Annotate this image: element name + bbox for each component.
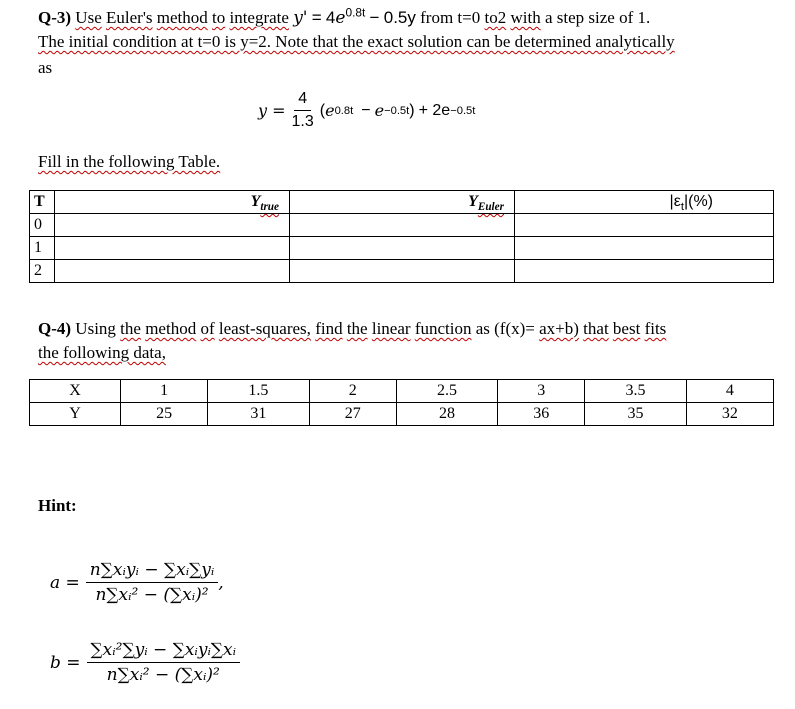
q4-x-cell: 3.5 [585, 380, 686, 403]
q3-word-to: to [212, 8, 226, 27]
hint-label: Hint: [38, 496, 77, 515]
q4-y-cell: 27 [309, 403, 396, 426]
q4-word: the [120, 319, 141, 338]
hint-a-lhs: a = [50, 572, 80, 593]
q3-yeuler-cell[interactable] [290, 214, 515, 237]
q3-word-eulers: Euler's [106, 8, 153, 27]
q4-word: fits [644, 319, 667, 338]
hint-b-den: n∑xᵢ² − (∑xᵢ)² [106, 665, 220, 685]
hint-b-num: ∑xᵢ²∑yᵢ − ∑xᵢyᵢ∑xᵢ [87, 640, 240, 663]
q3-fill-text: Fill in the following Table. [38, 152, 221, 171]
exact-e1: e [325, 101, 335, 120]
q4-y-cell: 35 [585, 403, 686, 426]
exact-fraction [288, 90, 318, 131]
exact-fraction-num: 4 [294, 90, 311, 111]
q4-y-cell: 32 [686, 403, 773, 426]
hint-a-den: n∑xᵢ² − (∑xᵢ)² [95, 585, 209, 605]
q3-line2: The initial condition at t=0 is y=2. Note that the exact solution can be determined analytically [38, 32, 675, 51]
q3-yeuler-cell[interactable] [290, 237, 515, 260]
q4-y-row [30, 403, 774, 426]
q3-word-use: Use [75, 8, 102, 27]
exact-plus-term: + 2e [418, 101, 451, 119]
q4-word: the [346, 319, 368, 338]
hint-a-num: n∑xᵢyᵢ − ∑xᵢ∑yᵢ [86, 560, 218, 583]
q4-word: least-squares, [218, 319, 311, 338]
hint-formula-a [50, 560, 224, 605]
q3-table-header-row [30, 191, 774, 214]
q4-x-label: X [30, 380, 121, 403]
q4-x-cell: 1.5 [208, 380, 309, 403]
q3-error-cell[interactable] [515, 237, 774, 260]
q4-label: Q-4) [38, 319, 72, 338]
q3-ytrue-cell[interactable] [55, 260, 290, 283]
q4-word: linear [371, 319, 411, 338]
q3-ode-exp-base: e [335, 8, 346, 28]
q4-x-cell: 2 [309, 380, 396, 403]
table-row [30, 260, 774, 283]
q3-ode-minus: − [369, 8, 380, 27]
q3-ode-exp: 0.8t [345, 5, 366, 20]
q3-header-ytrue: $Y_{true}$ [55, 191, 290, 214]
hint-a-comma: , [218, 572, 224, 593]
q3-two: 2 [497, 8, 507, 27]
q4-line1 [38, 317, 666, 341]
exact-fraction-den: 1.3 [291, 113, 314, 130]
q4-y-cell: 36 [498, 403, 585, 426]
q4-line2: the following data, [38, 343, 166, 362]
hint-b-lhs: b = [50, 652, 81, 673]
q3-step-text: a step size of 1. [544, 8, 651, 27]
q4-y-cell: 28 [396, 403, 497, 426]
exact-e2: e [374, 101, 385, 120]
q4-word: as [475, 319, 490, 338]
q4-y-label: Y [30, 403, 121, 426]
exact-solution: y = $\frac{4}{1.3}$ ( e 0.8t − e −0.5t ) + 2e −0.5t [258, 90, 476, 130]
q3-t-cell: 1 [30, 237, 55, 260]
q4-word: method [145, 319, 197, 338]
q3-ode-term2: 0.5y [383, 8, 416, 27]
q3-error-cell[interactable] [515, 214, 774, 237]
q4-y-cell: 31 [208, 403, 309, 426]
q3-from-text: from t=0 [420, 8, 481, 27]
q3-header-error: $|\varepsilon_t|(\%)$ [515, 191, 774, 214]
q3-ode-coef: 4 [325, 8, 336, 27]
q4-word: Using [75, 319, 116, 338]
q4-word: (f(x)= [494, 319, 535, 338]
q3-label: Q-3) [38, 8, 72, 27]
q4-y-cell: 25 [121, 403, 208, 426]
q4-word: that [583, 319, 609, 338]
q3-t-cell: 0 [30, 214, 55, 237]
table-row [30, 214, 774, 237]
exact-y-eq: y = [258, 101, 286, 120]
q3-ytrue-cell[interactable] [55, 214, 290, 237]
hint-a-fraction [86, 560, 218, 605]
q3-word-with: with [510, 8, 541, 27]
table-row [30, 237, 774, 260]
q3-word-to2: to [484, 8, 498, 27]
q4-word: find [315, 319, 343, 338]
q3-ode-lhs: y' [293, 8, 308, 28]
q4-word: function [414, 319, 472, 338]
q3-as-word: as [38, 58, 53, 77]
q3-table [29, 190, 774, 283]
q4-table [29, 379, 774, 426]
q4-x-cell: 1 [121, 380, 208, 403]
exact-open-paren: ( [319, 101, 326, 119]
q4-word: of [200, 319, 215, 338]
q3-ode-eq: = [311, 8, 322, 27]
exact-minus: − [361, 101, 371, 119]
q4-x-cell: 2.5 [396, 380, 497, 403]
hint-b-fraction [87, 640, 240, 685]
q3-header-t: T [30, 191, 55, 214]
q3-yeuler-cell[interactable] [290, 260, 515, 283]
exact-close-paren: ) [409, 101, 415, 119]
q3-error-cell[interactable] [515, 260, 774, 283]
q4-word: ax+b) [539, 319, 579, 338]
hint-formula-b [50, 640, 240, 685]
q4-word: best [612, 319, 641, 338]
q3-word-integrate: integrate [229, 8, 289, 27]
q3-ytrue-cell[interactable] [55, 237, 290, 260]
q4-x-cell: 4 [686, 380, 773, 403]
q3-header-yeuler: $Y_{Euler}$ [290, 191, 515, 214]
q4-x-row [30, 380, 774, 403]
q3-t-cell: 2 [30, 260, 55, 283]
q3-word-method: method [156, 8, 208, 27]
q3-line1 [38, 6, 650, 30]
q4-x-cell: 3 [498, 380, 585, 403]
